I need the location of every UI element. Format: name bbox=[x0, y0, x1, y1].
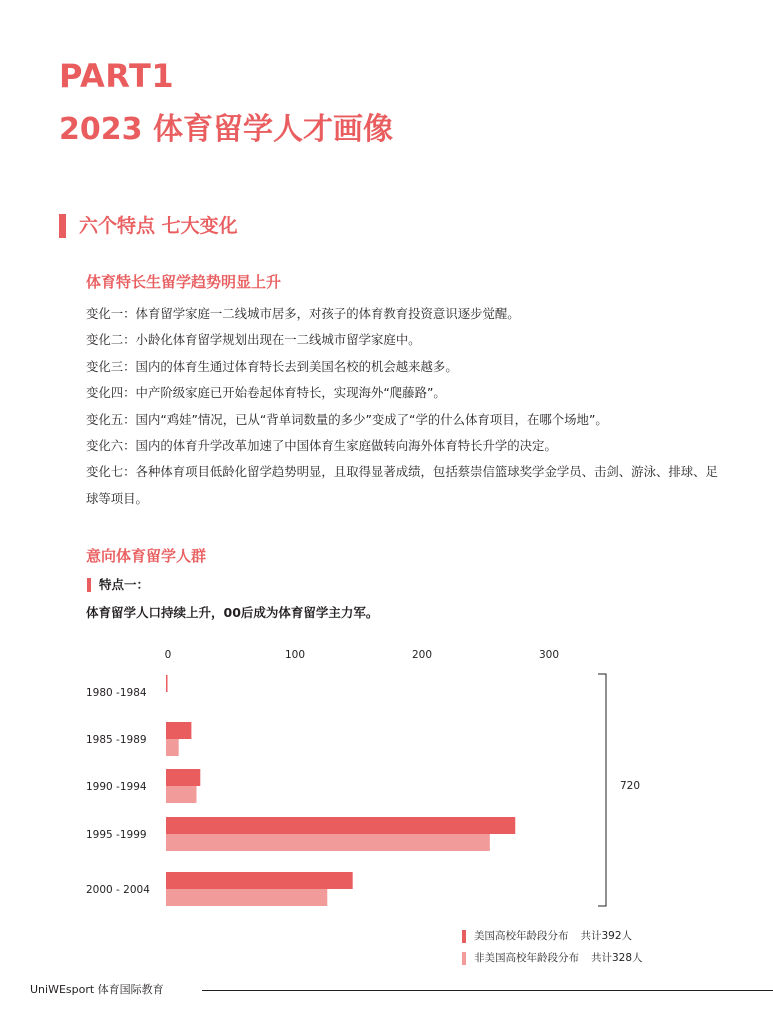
category-label: 1990 -1994 bbox=[86, 781, 147, 793]
bar-us bbox=[166, 675, 168, 692]
legend-swatch-us bbox=[462, 930, 466, 943]
legend-total-us: 共计392人 bbox=[580, 930, 633, 942]
category-label: 2000 - 2004 bbox=[86, 884, 150, 896]
bar-us bbox=[166, 722, 191, 739]
change-item: 变化六：国内的体育升学改革加速了中国体育生家庭做转向海外体育特长升学的决定。 bbox=[86, 438, 557, 454]
x-tick-label: 100 bbox=[284, 649, 306, 661]
legend-item-non-us bbox=[462, 951, 643, 965]
legend-swatch-non-us bbox=[462, 952, 466, 965]
change-item: 变化五：国内“鸡娃”情况，已从“背单词数量的多少”变成了“学的什么体育项目，在哪个场地”。 bbox=[86, 411, 608, 427]
bar-us bbox=[166, 817, 515, 834]
page-title: 2023 体育留学人才画像 bbox=[59, 112, 393, 147]
legend-total-non-us: 共计328人 bbox=[591, 952, 643, 964]
feature-description: 体育留学人口持续上升，00后成为体育留学主力军。 bbox=[86, 605, 379, 620]
change-item: 变化二：小龄化体育留学规划出现在一二线城市留学家庭中。 bbox=[86, 332, 421, 348]
bracket-total-label: 720 bbox=[620, 780, 641, 792]
change-item: 变化七：各种体育项目低龄化留学趋势明显，且取得显著成绩，包括蔡崇信篮球奖学金学员、击剑、游泳、排球、足球等项目。 bbox=[86, 464, 718, 506]
feature-label: 特点一： bbox=[99, 577, 150, 592]
x-tick-label: 200 bbox=[411, 649, 433, 661]
footer-divider bbox=[202, 990, 773, 991]
x-tick-label: 0 bbox=[164, 649, 172, 661]
bar-non-us bbox=[166, 786, 196, 803]
legend-label-us: 美国高校年龄段分布 bbox=[474, 930, 569, 942]
legend-item-us bbox=[462, 929, 632, 943]
bar-non-us bbox=[166, 834, 490, 851]
change-item: 变化三：国内的体育生通过体育特长去到美国名校的机会越来越多。 bbox=[86, 358, 458, 374]
category-label: 1980 -1984 bbox=[86, 687, 147, 699]
part-label: PART1 bbox=[59, 57, 175, 95]
change-item: 变化四：中产阶级家庭已开始卷起体育特长，实现海外“爬藤路”。 bbox=[86, 385, 446, 401]
group-heading: 意向体育留学人群 bbox=[86, 547, 207, 565]
bar-us bbox=[166, 872, 353, 889]
trend-heading: 体育特长生留学趋势明显上升 bbox=[86, 273, 282, 291]
section-title: 六个特点 七大变化 bbox=[79, 215, 238, 237]
footer-brand: UniWEsport 体育国际教育 bbox=[30, 983, 164, 996]
category-label: 1995 -1999 bbox=[86, 829, 147, 841]
bar-non-us bbox=[166, 739, 179, 756]
category-label: 1985 -1989 bbox=[86, 734, 147, 746]
bracket bbox=[598, 674, 606, 906]
x-tick-label: 300 bbox=[538, 649, 560, 661]
change-item: 变化一：体育留学家庭一二线城市居多，对孩子的体育教育投资意识逐步觉醒。 bbox=[86, 306, 520, 321]
legend-label-non-us: 非美国高校年龄段分布 bbox=[474, 952, 579, 964]
bar-us bbox=[166, 769, 200, 786]
bar-non-us bbox=[166, 889, 327, 906]
